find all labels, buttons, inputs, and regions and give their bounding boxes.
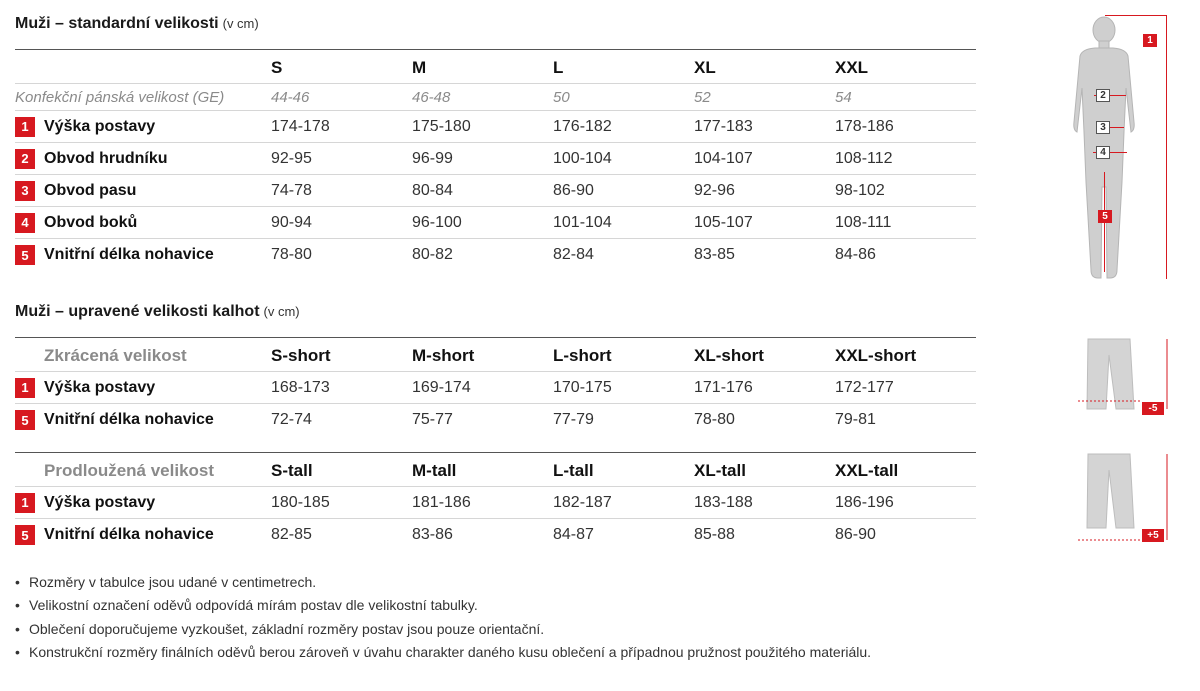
table-cell: 176-182 <box>553 117 612 135</box>
table-cell: 74-78 <box>271 181 312 199</box>
size-header: XL-tall <box>694 461 746 480</box>
ge-value: 44-46 <box>271 88 310 106</box>
size-header: L-short <box>553 346 612 365</box>
ge-value: 52 <box>694 88 711 106</box>
table-cell: 78-80 <box>271 246 312 263</box>
header-spacer <box>15 53 270 83</box>
row-label <box>15 111 270 142</box>
table-cell: 175-180 <box>412 117 471 135</box>
size-header: XL-short <box>694 346 764 365</box>
marker-height: 1 <box>1143 34 1157 47</box>
short-size-label: Zkrácená velikost <box>44 346 187 365</box>
size-header: L <box>553 58 564 77</box>
row-label-text: Obvod hrudníku <box>44 149 168 167</box>
tall-header-row <box>15 456 976 487</box>
size-header: S-short <box>271 346 331 365</box>
table-row <box>15 519 976 551</box>
marker-chest: 2 <box>1096 89 1110 102</box>
note-text: Velikostní označení oděvů odpovídá mírám postav dle velikostní tabulky. <box>29 597 478 614</box>
ge-row <box>15 84 976 111</box>
row-label <box>15 519 270 551</box>
bullet-icon: • <box>15 644 20 661</box>
table-cell: 108-111 <box>835 213 892 231</box>
size-header: XXL-tall <box>835 461 899 480</box>
size-header: M-tall <box>412 461 457 480</box>
size-header: L-tall <box>553 461 594 480</box>
table-cell: 181-186 <box>412 493 471 511</box>
adjusted-unit: (v cm) <box>263 304 300 319</box>
row-label-text: Vnitřní délka nohavice <box>44 411 214 428</box>
list-item <box>15 617 871 641</box>
table-cell: 83-85 <box>694 246 735 263</box>
table-row <box>15 175 976 207</box>
row-label-text: Výška postavy <box>44 378 156 396</box>
adjusted-title-text: Muži – upravené velikosti kalhot <box>15 303 260 320</box>
measure-number-badge: 5 <box>15 245 35 265</box>
row-label <box>15 143 270 174</box>
table-cell: 82-84 <box>553 246 594 263</box>
row-label-text: Výška postavy <box>44 493 156 511</box>
table-cell: 178-186 <box>835 117 894 135</box>
table-cell: 78-80 <box>694 411 735 428</box>
standard-unit: (v cm) <box>222 16 259 31</box>
row-label <box>15 207 270 238</box>
row-label <box>15 372 270 403</box>
table-cell: 104-107 <box>694 149 753 167</box>
size-header: S-tall <box>271 461 313 480</box>
notes-list <box>15 570 871 664</box>
note-text: Konstrukční rozměry finálních oděvů berou zároveň v úvahu charakter daného kusu oblečení a případnou pružnost použitého materiálu. <box>29 644 872 661</box>
table-cell: 96-99 <box>412 149 453 167</box>
list-item <box>15 570 871 594</box>
short-header-row <box>15 341 976 372</box>
table-cell: 171-176 <box>694 378 753 396</box>
standard-header-row <box>15 53 976 84</box>
bullet-icon: • <box>15 620 20 637</box>
table-cell: 172-177 <box>835 378 894 396</box>
table-row <box>15 404 976 436</box>
ge-label: Konfekční pánská velikost (GE) <box>15 88 225 106</box>
height-measure-line <box>1166 15 1167 279</box>
table-cell: 170-175 <box>553 378 612 396</box>
tall-top-rule <box>15 452 976 453</box>
marker-tall: +5 <box>1142 529 1164 542</box>
size-header: XXL-short <box>835 346 917 365</box>
table-cell: 183-188 <box>694 493 753 511</box>
table-cell: 82-85 <box>271 526 312 543</box>
size-header: S <box>271 58 283 77</box>
size-header: M-short <box>412 346 475 365</box>
table-cell: 186-196 <box>835 493 894 511</box>
row-label <box>15 404 270 436</box>
table-cell: 108-112 <box>835 149 893 167</box>
list-item <box>15 594 871 618</box>
tall-size-label: Prodloužená velikost <box>44 461 215 480</box>
table-cell: 100-104 <box>553 149 612 167</box>
measure-number-badge: 2 <box>15 149 35 169</box>
table-cell: 180-185 <box>271 493 330 511</box>
table-row <box>15 207 976 239</box>
table-cell: 96-100 <box>412 213 462 231</box>
measure-number-badge: 4 <box>15 213 35 233</box>
table-cell: 83-86 <box>412 526 453 543</box>
row-label-text: Vnitřní délka nohavice <box>44 526 214 543</box>
ge-value: 50 <box>553 88 570 106</box>
marker-hips: 4 <box>1096 146 1110 159</box>
measure-number-badge: 5 <box>15 525 35 545</box>
table-cell: 174-178 <box>271 117 330 135</box>
note-text: Rozměry v tabulce jsou udané v centimetrech. <box>29 573 317 590</box>
table-row <box>15 143 976 175</box>
bullet-icon: • <box>15 573 20 590</box>
table-cell: 85-88 <box>694 526 735 543</box>
table-cell: 75-77 <box>412 411 453 428</box>
table-cell: 182-187 <box>553 493 612 511</box>
measure-number-badge: 1 <box>15 117 35 137</box>
table-cell: 80-84 <box>412 181 453 199</box>
table-row <box>15 111 976 143</box>
row-label <box>15 175 270 206</box>
marker-short: -5 <box>1142 402 1164 415</box>
bullet-icon: • <box>15 597 20 614</box>
measure-number-badge: 3 <box>15 181 35 201</box>
table-cell: 105-107 <box>694 213 753 231</box>
size-header: XXL <box>835 58 869 77</box>
list-item <box>15 641 871 665</box>
body-figure <box>1060 12 1170 282</box>
short-trousers-figure <box>1078 337 1168 417</box>
table-cell: 77-79 <box>553 411 594 428</box>
body-silhouette-icon <box>1060 12 1170 282</box>
size-header: XL <box>694 58 716 77</box>
measure-number-badge: 5 <box>15 410 35 430</box>
row-label-text: Obvod pasu <box>44 181 137 199</box>
marker-waist: 3 <box>1096 121 1110 134</box>
adjusted-section-title <box>15 303 300 321</box>
standard-section-title <box>15 15 259 33</box>
table-cell: 98-102 <box>835 181 885 199</box>
table-cell: 84-87 <box>553 526 594 543</box>
table-cell: 84-86 <box>835 246 876 263</box>
row-label-text: Obvod boků <box>44 213 138 231</box>
table-row <box>15 239 976 271</box>
standard-title-text: Muži – standardní velikosti <box>15 15 219 32</box>
table-cell: 86-90 <box>835 526 876 543</box>
table-cell: 79-81 <box>835 411 876 428</box>
row-label-text: Vnitřní délka nohavice <box>44 246 214 263</box>
table-cell: 101-104 <box>553 213 612 231</box>
row-label <box>15 487 270 518</box>
table-cell: 92-95 <box>271 149 312 167</box>
table-cell: 72-74 <box>271 411 312 428</box>
row-label <box>15 239 270 271</box>
table-cell: 86-90 <box>553 181 594 199</box>
short-top-rule <box>15 337 976 338</box>
standard-top-rule <box>15 49 976 50</box>
tall-trousers-figure <box>1078 452 1168 542</box>
measure-number-badge: 1 <box>15 378 35 398</box>
ge-value: 46-48 <box>412 88 451 106</box>
note-text: Oblečení doporučujeme vyzkoušet, základní rozměry postav jsou pouze orientační. <box>29 620 545 637</box>
table-row <box>15 487 976 519</box>
table-cell: 169-174 <box>412 378 471 396</box>
table-cell: 177-183 <box>694 117 753 135</box>
ge-value: 54 <box>835 88 852 106</box>
marker-inseam: 5 <box>1098 210 1112 223</box>
table-row <box>15 372 976 404</box>
measure-number-badge: 1 <box>15 493 35 513</box>
table-cell: 80-82 <box>412 246 453 263</box>
row-label-text: Výška postavy <box>44 117 156 135</box>
table-cell: 92-96 <box>694 181 735 199</box>
height-top-line <box>1105 15 1167 16</box>
table-cell: 168-173 <box>271 378 330 396</box>
size-header: M <box>412 58 427 77</box>
table-cell: 90-94 <box>271 213 312 231</box>
